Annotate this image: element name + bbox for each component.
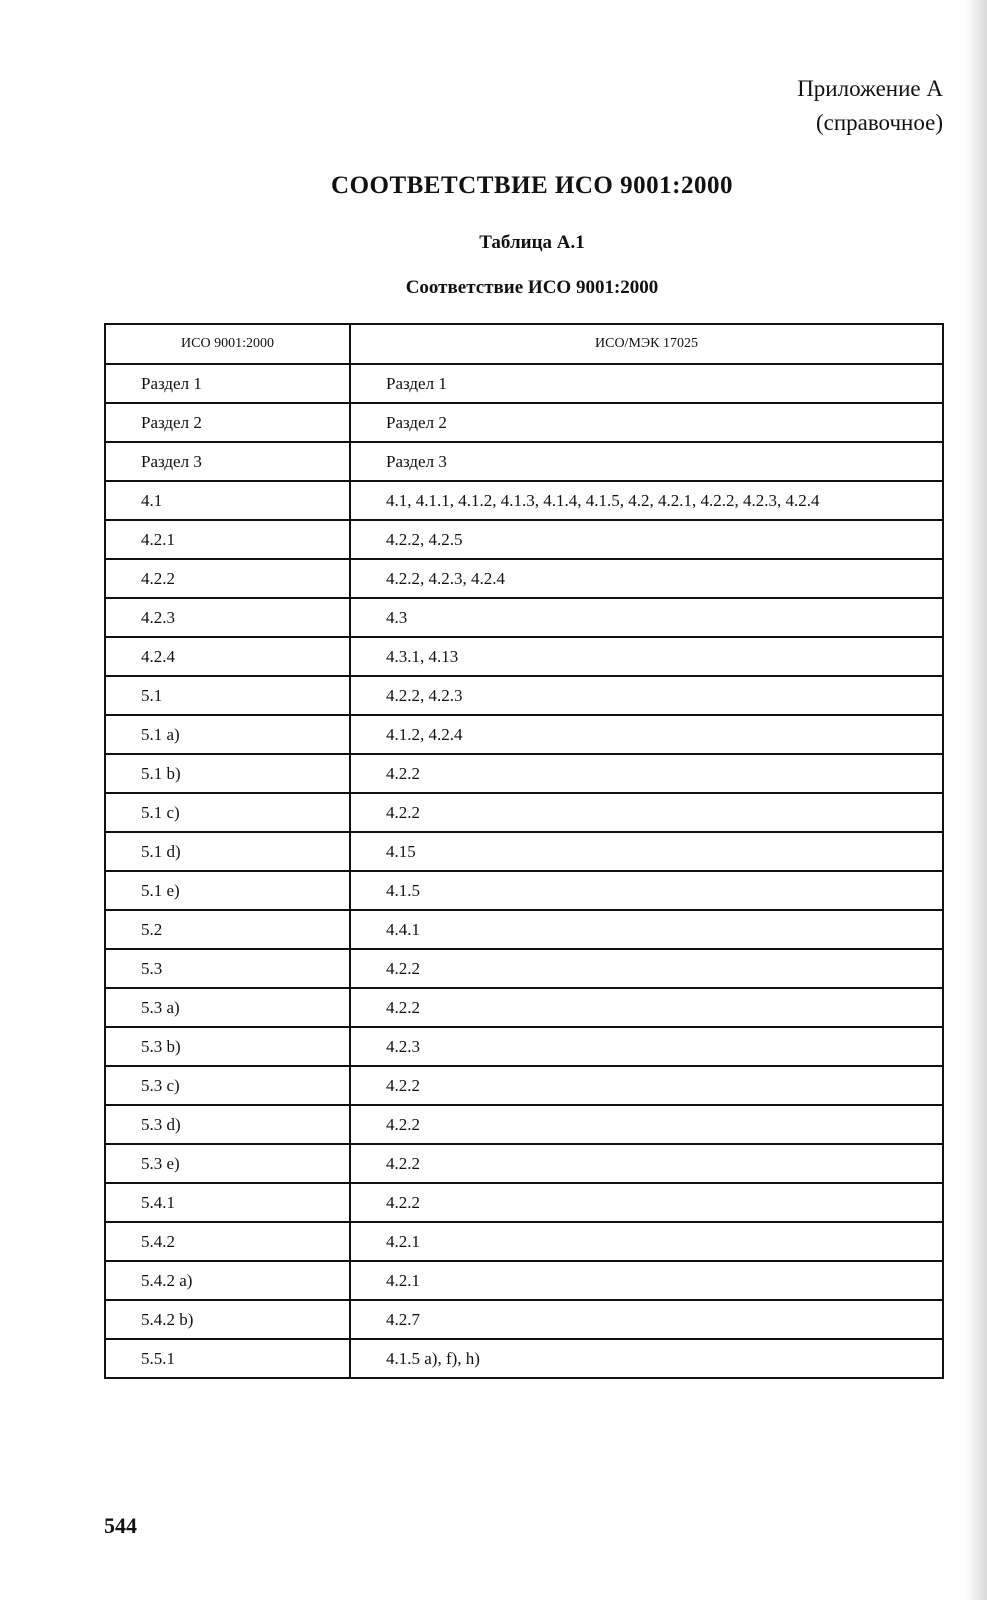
table-number: Таблица А.1 <box>479 232 585 253</box>
column-header-iso17025: ИСО/МЭК 17025 <box>350 324 943 364</box>
cell-iso9001-clause: 4.2.3 <box>105 598 350 637</box>
table-row <box>105 1183 943 1222</box>
cell-iso17025-clauses: 4.2.2 <box>350 1144 943 1183</box>
table-row <box>105 598 943 637</box>
table-row <box>105 403 943 442</box>
cell-iso9001-clause: 5.4.2 <box>105 1222 350 1261</box>
cell-iso9001-clause: 4.2.4 <box>105 637 350 676</box>
cell-iso17025-clauses: Раздел 2 <box>350 403 943 442</box>
table-row <box>105 676 943 715</box>
document-title: СООТВЕТСТВИЕ ИСО 9001:2000 <box>331 172 733 199</box>
table-row <box>105 481 943 520</box>
table-row <box>105 754 943 793</box>
cell-iso9001-clause: 5.4.2 a) <box>105 1261 350 1300</box>
cell-iso9001-clause: 5.1 d) <box>105 832 350 871</box>
cell-iso17025-clauses: 4.2.1 <box>350 1261 943 1300</box>
table-row <box>105 832 943 871</box>
cell-iso9001-clause: Раздел 3 <box>105 442 350 481</box>
column-header-iso9001: ИСО 9001:2000 <box>105 324 350 364</box>
table-row <box>105 988 943 1027</box>
cell-iso17025-clauses: 4.3 <box>350 598 943 637</box>
cell-iso17025-clauses: 4.1.2, 4.2.4 <box>350 715 943 754</box>
cell-iso17025-clauses: 4.2.2 <box>350 988 943 1027</box>
table-row <box>105 1300 943 1339</box>
table-row <box>105 910 943 949</box>
annex-label: Приложение А <box>797 76 943 101</box>
cell-iso17025-clauses: Раздел 3 <box>350 442 943 481</box>
cell-iso9001-clause: 5.3 a) <box>105 988 350 1027</box>
cell-iso9001-clause: 5.5.1 <box>105 1339 350 1378</box>
cell-iso17025-clauses: 4.2.2 <box>350 754 943 793</box>
cell-iso9001-clause: Раздел 1 <box>105 364 350 403</box>
cell-iso9001-clause: 5.3 b) <box>105 1027 350 1066</box>
cell-iso17025-clauses: 4.2.2 <box>350 1183 943 1222</box>
cell-iso17025-clauses: 4.4.1 <box>350 910 943 949</box>
annex-heading <box>797 72 943 140</box>
table-row <box>105 1027 943 1066</box>
cell-iso9001-clause: 5.1 c) <box>105 793 350 832</box>
cell-iso17025-clauses: 4.2.2, 4.2.5 <box>350 520 943 559</box>
cell-iso17025-clauses: 4.2.3 <box>350 1027 943 1066</box>
table-header-row <box>105 324 943 364</box>
cell-iso17025-clauses: 4.2.2 <box>350 949 943 988</box>
cell-iso9001-clause: 4.1 <box>105 481 350 520</box>
table-row <box>105 442 943 481</box>
cell-iso9001-clause: 5.1 <box>105 676 350 715</box>
cell-iso17025-clauses: 4.2.2 <box>350 793 943 832</box>
cell-iso17025-clauses: 4.2.2, 4.2.3 <box>350 676 943 715</box>
table-body <box>105 364 943 1378</box>
cell-iso17025-clauses: 4.2.2 <box>350 1066 943 1105</box>
table-row <box>105 1066 943 1105</box>
cell-iso9001-clause: 4.2.1 <box>105 520 350 559</box>
table-row <box>105 715 943 754</box>
cell-iso9001-clause: 5.3 <box>105 949 350 988</box>
cell-iso17025-clauses: 4.1.5 a), f), h) <box>350 1339 943 1378</box>
cell-iso9001-clause: 5.1 e) <box>105 871 350 910</box>
cell-iso9001-clause: 5.2 <box>105 910 350 949</box>
table-row <box>105 949 943 988</box>
cell-iso9001-clause: 5.3 c) <box>105 1066 350 1105</box>
cell-iso9001-clause: 5.1 a) <box>105 715 350 754</box>
table-row <box>105 559 943 598</box>
table-row <box>105 793 943 832</box>
cell-iso17025-clauses: Раздел 1 <box>350 364 943 403</box>
cell-iso9001-clause: 5.4.2 b) <box>105 1300 350 1339</box>
page-number: 544 <box>104 1513 137 1538</box>
cell-iso17025-clauses: 4.1, 4.1.1, 4.1.2, 4.1.3, 4.1.4, 4.1.5, 4.2, 4.2.1, 4.2.2, 4.2.3, 4.2.4 <box>350 481 943 520</box>
cell-iso9001-clause: 5.3 e) <box>105 1144 350 1183</box>
cell-iso17025-clauses: 4.15 <box>350 832 943 871</box>
table-row <box>105 871 943 910</box>
table-row <box>105 1144 943 1183</box>
cell-iso17025-clauses: 4.2.7 <box>350 1300 943 1339</box>
cell-iso9001-clause: Раздел 2 <box>105 403 350 442</box>
correspondence-table <box>104 323 944 1379</box>
cell-iso17025-clauses: 4.2.1 <box>350 1222 943 1261</box>
table-row <box>105 1222 943 1261</box>
cell-iso9001-clause: 5.4.1 <box>105 1183 350 1222</box>
table-row <box>105 1261 943 1300</box>
table-row <box>105 1105 943 1144</box>
table-row <box>105 1339 943 1378</box>
cell-iso9001-clause: 4.2.2 <box>105 559 350 598</box>
cell-iso9001-clause: 5.3 d) <box>105 1105 350 1144</box>
table-caption: Соответствие ИСО 9001:2000 <box>405 277 659 298</box>
cell-iso17025-clauses: 4.2.2 <box>350 1105 943 1144</box>
table-row <box>105 637 943 676</box>
annex-type: (справочное) <box>815 110 943 135</box>
cell-iso17025-clauses: 4.3.1, 4.13 <box>350 637 943 676</box>
cell-iso9001-clause: 5.1 b) <box>105 754 350 793</box>
table-row <box>105 364 943 403</box>
cell-iso17025-clauses: 4.2.2, 4.2.3, 4.2.4 <box>350 559 943 598</box>
cell-iso17025-clauses: 4.1.5 <box>350 871 943 910</box>
table-row <box>105 520 943 559</box>
